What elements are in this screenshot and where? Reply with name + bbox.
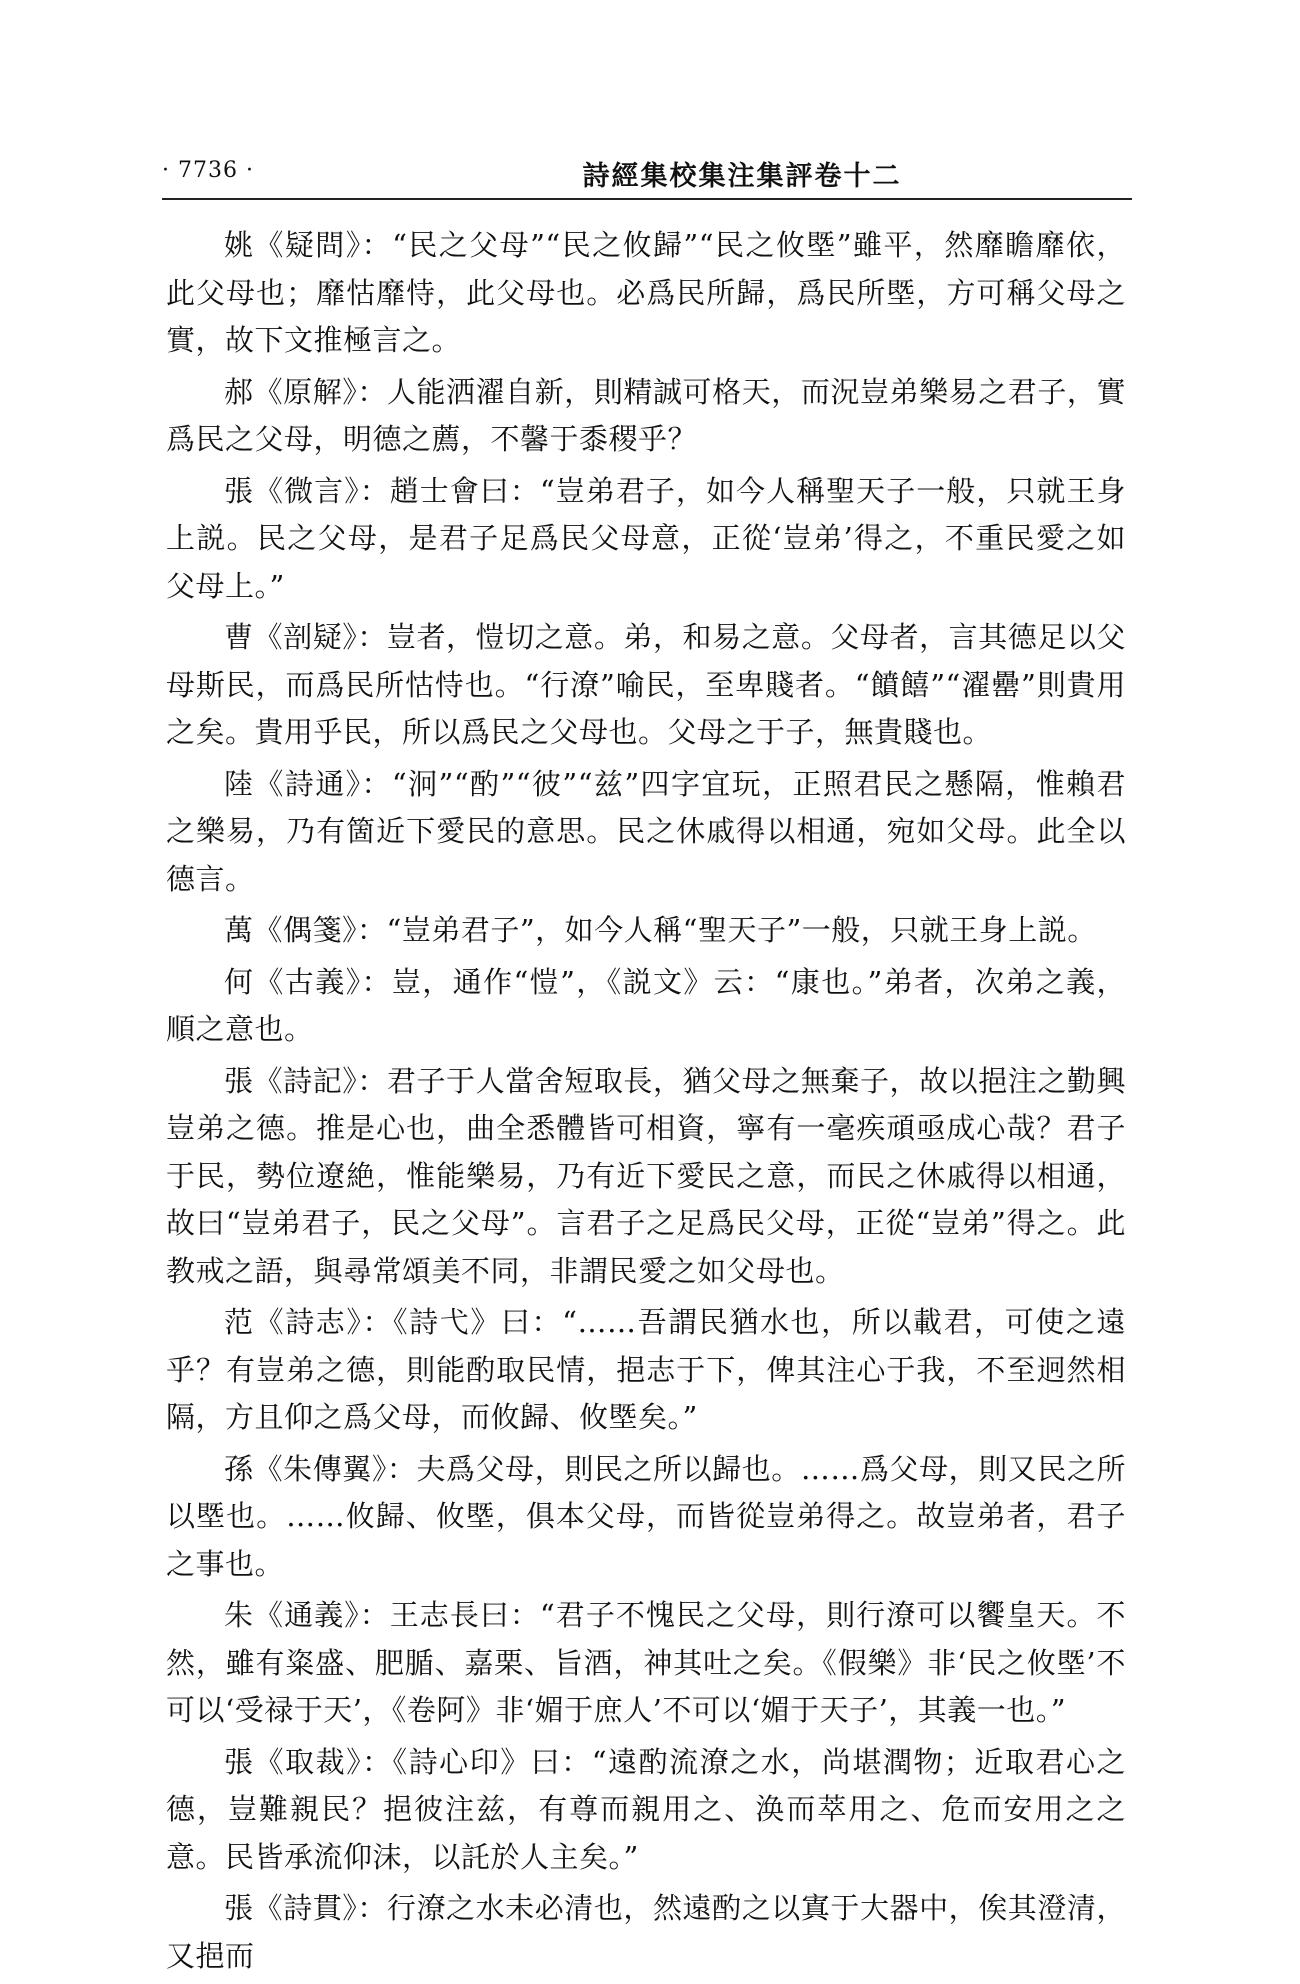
commentary-paragraph: 孫《朱傳翼》：夫爲父母，則民之所以歸也。……爲父母，則又民之所以塈也。……攸歸、攸塈，俱本父母，而皆從豈弟得之。故豈弟者，君子之事也。: [166, 1451, 1126, 1581]
page-number: · 7736 ·: [162, 158, 254, 183]
commentary-paragraph: 張《取裁》：《詩心印》曰：“遠酌流潦之水，尚堪潤物；近取君心之德，豈難親民？挹彼注兹，有尊而親用之、涣而萃用之、危而安用之之意。民皆承流仰沫，以託於人主矣。”: [166, 1744, 1126, 1874]
commentary-paragraph: 張《詩記》：君子于人當舍短取長，猶父母之無棄子，故以挹注之勤興豈弟之德。推是心也，曲全悉體皆可相資，寧有一毫疾頑亟成心哉？君子于民，勢位遼絶，惟能樂易，乃有近下愛民之意，而民之休戚得以相通，故曰“豈弟君子，民之父母”。言君子之足爲民父母，正從“豈弟”得之。此教戒之語，與尋常頌美不同，非謂民愛之如父母也。: [166, 1063, 1126, 1288]
commentary-paragraph: 曹《剖疑》：豈者，愷切之意。弟，和易之意。父母者，言其德足以父母斯民，而爲民所怙恃也。“行潦”喻民，至卑賤者。“饙饎”“濯罍”則貴用之矣。貴用乎民，所以爲民之父母也。父母之于子，無貴賤也。: [166, 620, 1126, 749]
header-rule: [162, 198, 1132, 200]
commentary-paragraph: 何《古義》：豈，通作“愷”，《説文》云：“康也。”弟者，次弟之義，順之意也。: [166, 964, 1126, 1046]
commentary-paragraph: 陸《詩通》：“泂”“酌”“彼”“兹”四字宜玩，正照君民之懸隔，惟賴君之樂易，乃有箇近下愛民的意思。民之休戚得以相通，宛如父母。此全以德言。: [166, 766, 1126, 896]
commentary-paragraph: 姚《疑問》：“民之父母”“民之攸歸”“民之攸塈”雖平，然靡瞻靡依，此父母也；靡怙靡恃，此父母也。必爲民所歸，爲民所塈，方可稱父母之實，故下文推極言之。: [166, 228, 1126, 357]
commentary-paragraph: 范《詩志》：《詩弋》曰：“……吾謂民猶水也，所以載君，可使之遠乎？有豈弟之德，則能酌取民情，挹志于下，俾其注心于我，不至迥然相隔，方且仰之爲父母，而攸歸、攸塈矣。”: [166, 1305, 1126, 1434]
commentary-paragraph: 張《詩貫》：行潦之水未必清也，然遠酌之以寘于大器中，俟其澄清，又挹而: [166, 1891, 1126, 1973]
running-title: 詩經集校集注集評卷十二: [582, 161, 902, 192]
commentary-paragraph: 郝《原解》：人能洒濯自新，則精誠可格天，而況豈弟樂易之君子，實爲民之父母，明德之薦，不馨于黍稷乎？: [166, 374, 1126, 456]
page-header: [162, 150, 1132, 190]
commentary-paragraph: 朱《通義》：王志長曰：“君子不愧民之父母，則行潦可以饗皇天。不然，雖有粢盛、肥腯、嘉栗、旨酒，神其吐之矣。《假樂》非‘民之攸塈’不可以‘受禄于天’，《卷阿》非‘媚于庶人’不可以‘媚于天子’，其義一也。”: [166, 1598, 1126, 1727]
commentary-paragraph: 張《微言》：趙士會曰：“豈弟君子，如今人稱聖天子一般，只就王身上説。民之父母，是君子足爲民父母意，正從‘豈弟’得之，不重民愛之如父母上。”: [166, 473, 1126, 603]
commentary-paragraph: 萬《偶箋》：“豈弟君子”，如今人稱“聖天子”一般，只就王身上説。: [224, 913, 1097, 947]
commentary-body: [166, 222, 1126, 1984]
